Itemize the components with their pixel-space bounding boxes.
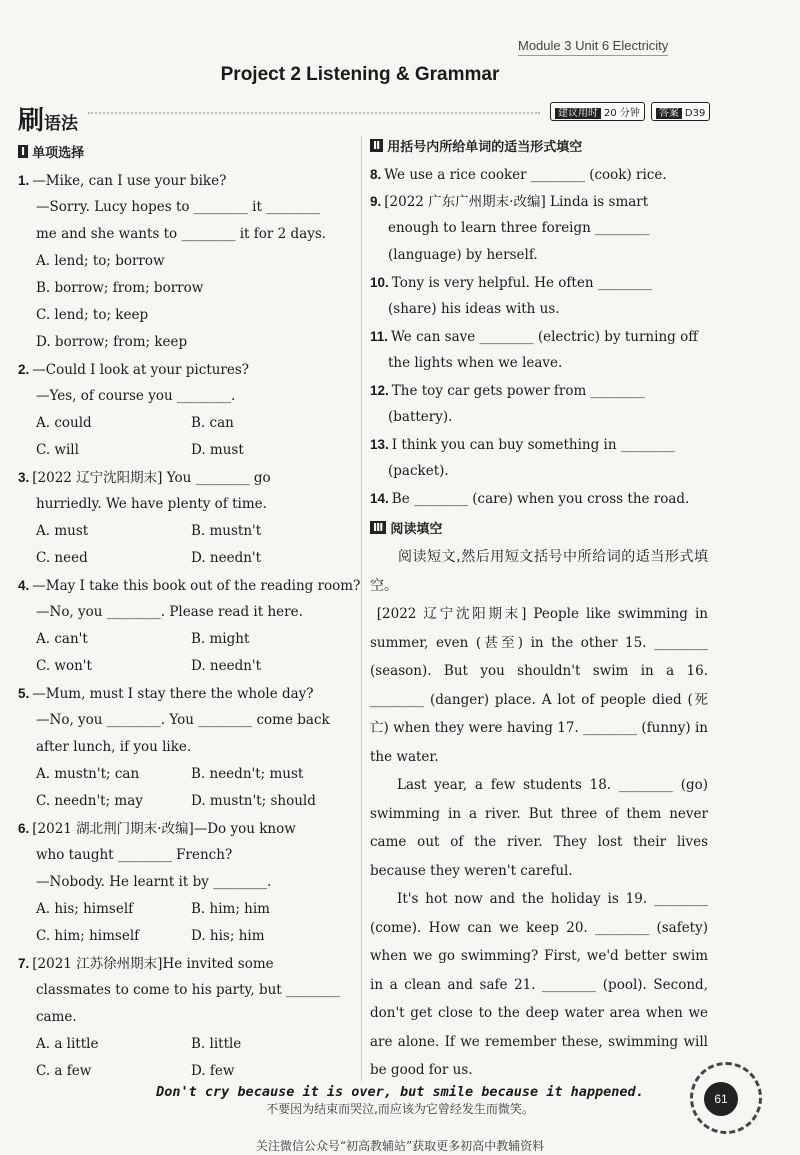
question-text: me and she wants to ________ it for 2 days.	[36, 226, 327, 242]
text-line	[18, 734, 358, 761]
question-line	[370, 431, 708, 458]
question-number: 1.	[18, 173, 30, 188]
question-text: Be ________ (care) when you cross the road.	[391, 491, 690, 507]
section-heading-3	[370, 518, 708, 537]
question-line	[370, 161, 708, 188]
question-text: C. lend; to; keep	[36, 307, 149, 323]
question-text: —No, you ________. You ________ come back	[36, 712, 330, 728]
option: A. his; himself	[36, 901, 134, 917]
text-line	[18, 1004, 358, 1031]
option: A. mustn't; can	[36, 766, 140, 782]
question-number: 6.	[18, 821, 30, 836]
text-line	[370, 350, 708, 377]
option-row	[18, 1031, 358, 1058]
question-text: who taught ________ French?	[36, 847, 233, 863]
footer	[0, 1084, 800, 1117]
question-line	[18, 167, 358, 194]
question-line	[18, 815, 358, 842]
option-row	[18, 788, 358, 815]
option: D. needn't	[191, 658, 262, 674]
question-text: [2021 湖北荆门期末·改编]—Do you know	[32, 821, 296, 837]
option: B. might	[191, 631, 250, 647]
question-line	[18, 950, 358, 977]
option-row	[18, 1058, 358, 1085]
option: B. needn't; must	[191, 766, 304, 782]
question-line	[18, 464, 358, 491]
question-line	[18, 572, 361, 599]
option: A. can't	[36, 631, 88, 647]
question-text: —Nobody. He learnt it by ________.	[36, 874, 272, 890]
column-divider	[361, 136, 362, 1081]
roman-numeral: Ⅱ	[370, 139, 383, 152]
text-line	[370, 458, 708, 485]
option-row	[18, 653, 358, 680]
question-line	[18, 680, 358, 707]
right-column	[370, 134, 708, 1085]
question-line	[370, 323, 708, 350]
question-text: hurriedly. We have plenty of time.	[36, 496, 267, 512]
question-number: 12.	[370, 383, 389, 398]
question-text: (language) by herself.	[388, 247, 538, 263]
option: B. him; him	[191, 901, 270, 917]
question-text: [2022 广东广州期末·改编] Linda is smart	[384, 194, 649, 210]
text-line	[370, 215, 708, 242]
answer-value: D39	[684, 108, 706, 119]
section-title: 用括号内所给单词的适当形式填空	[387, 140, 583, 155]
question-text: [2022 辽宁沈阳期末] You ________ go	[32, 470, 271, 486]
section-title: 阅读填空	[390, 522, 443, 537]
question-text: the lights when we leave.	[388, 355, 563, 371]
question-number: 13.	[370, 437, 389, 452]
question-text: (share) his ideas with us.	[388, 301, 560, 317]
question-list	[18, 167, 361, 1085]
option: A. could	[36, 415, 92, 431]
question-text: (packet).	[388, 463, 449, 479]
time-label: 建议用时	[555, 108, 601, 119]
question-number: 14.	[370, 491, 389, 506]
time-value: 20 分钟	[604, 108, 640, 119]
text-line	[18, 275, 358, 302]
text-line	[18, 329, 358, 356]
text-line	[18, 842, 358, 869]
question-line	[370, 269, 708, 296]
question-text: D. borrow; from; keep	[36, 334, 188, 350]
option: D. few	[191, 1063, 235, 1079]
option: B. can	[191, 415, 234, 431]
paragraph: Last year, a few students 18. ________ (go) swimming in a river. But three of them never came out of the river. They lost their lives because they weren't careful.	[370, 777, 708, 879]
question-text: after lunch, if you like.	[36, 739, 192, 755]
bottom-note: 关注微信公众号“初高教辅站”获取更多初高中教辅资料	[255, 1139, 545, 1153]
option-row	[18, 896, 358, 923]
question-line	[18, 356, 358, 383]
question-text: —Yes, of course you ________.	[36, 388, 236, 404]
option: B. little	[191, 1036, 242, 1052]
section-title: 单项选择	[32, 146, 85, 161]
question-number: 3.	[18, 470, 30, 485]
question-number: 4.	[18, 578, 30, 593]
question-text: Tony is very helpful. He often ________	[391, 275, 652, 291]
option-row	[18, 545, 358, 572]
text-line	[18, 977, 358, 1004]
text-line	[18, 599, 358, 626]
section-heading-2	[370, 136, 708, 155]
question-list	[370, 161, 708, 512]
question-text: —Mike, can I use your bike?	[32, 173, 227, 189]
question-text: came.	[36, 1009, 77, 1025]
paragraph: It's hot now and the holiday is 19. ________ (come). How can we keep 20. ________ (safety) when we go swimming? First, we'd better swim in a clean and safe 21. ________ (pool). Second, don't get close to the deep water area when we are alone. If we remember these, swimming will be good for us.	[370, 891, 708, 1078]
option-row	[18, 410, 358, 437]
text-line	[18, 707, 358, 734]
left-column	[18, 140, 361, 1085]
option: C. a few	[36, 1063, 92, 1079]
footer-quote-cn: 不要因为结束而哭泣,而应该为它曾经发生而微笑。	[266, 1102, 534, 1116]
option-row	[18, 518, 358, 545]
text-line	[18, 869, 358, 896]
question-text: We can save ________ (electric) by turning off	[391, 329, 698, 345]
answer-tag	[651, 102, 710, 121]
option: B. mustn't	[191, 523, 262, 539]
question-number: 11.	[370, 329, 389, 344]
option-row	[18, 626, 358, 653]
option-row	[18, 437, 358, 464]
question-text: —May I take this book out of the reading room?	[32, 578, 361, 594]
option: D. mustn't; should	[191, 793, 316, 809]
question-text: —No, you ________. Please read it here.	[36, 604, 303, 620]
option: C. won't	[36, 658, 92, 674]
footer-quote: Don't cry because it is over, but smile because it happened.	[156, 1084, 644, 1100]
text-line	[370, 242, 708, 269]
section-brand	[18, 100, 78, 137]
text-line	[370, 296, 708, 323]
text-line	[18, 194, 358, 221]
question-number: 5.	[18, 686, 30, 701]
text-line	[18, 383, 358, 410]
question-text: The toy car gets power from ________	[391, 383, 645, 399]
question-text: —Could I look at your pictures?	[32, 362, 250, 378]
page-title: Project 2 Listening & Grammar	[220, 64, 500, 85]
question-number: 9.	[370, 194, 382, 209]
breadcrumb: Module 3 Unit 6 Electricity	[518, 38, 668, 56]
option: C. needn't; may	[36, 793, 143, 809]
page-number: 61	[704, 1082, 738, 1116]
option: D. must	[191, 442, 244, 458]
option: C. him; himself	[36, 928, 140, 944]
section-heading-1	[18, 142, 358, 161]
option: C. will	[36, 442, 79, 458]
question-text: We use a rice cooker ________ (cook) rice.	[384, 167, 667, 183]
question-text: [2021 江苏徐州期末]He invited some	[32, 956, 274, 972]
question-text: —Sorry. Lucy hopes to ________ it ________	[36, 199, 321, 215]
text-line	[18, 248, 358, 275]
question-line	[370, 485, 708, 512]
option: A. must	[36, 523, 89, 539]
question-number: 8.	[370, 167, 382, 182]
question-line	[370, 377, 708, 404]
question-text: enough to learn three foreign ________	[388, 220, 650, 236]
question-text: B. borrow; from; borrow	[36, 280, 204, 296]
question-number: 10.	[370, 275, 389, 290]
answer-label: 答案	[656, 108, 682, 119]
brand-sub: 语法	[44, 114, 79, 134]
option: D. his; him	[191, 928, 265, 944]
time-tag	[550, 102, 645, 121]
reading-passage	[370, 543, 708, 1085]
question-text: (battery).	[388, 409, 453, 425]
text-line	[18, 302, 358, 329]
roman-numeral: Ⅰ	[18, 145, 28, 158]
question-text: classmates to come to his party, but ________	[36, 982, 340, 998]
brand-char: 刷	[18, 106, 45, 136]
question-text: A. lend; to; borrow	[36, 253, 165, 269]
tag-group	[550, 102, 710, 121]
text-line	[370, 404, 708, 431]
option-row	[18, 923, 358, 950]
text-line	[18, 491, 358, 518]
reading-instruction: 阅读短文,然后用短文括号中所给词的适当形式填空。	[370, 549, 708, 594]
question-text: I think you can buy something in ________	[391, 437, 675, 453]
option-row	[18, 761, 358, 788]
question-number: 7.	[18, 956, 30, 971]
text-line	[18, 221, 358, 248]
option: C. need	[36, 550, 88, 566]
roman-numeral: Ⅲ	[370, 521, 386, 534]
question-line	[370, 188, 708, 215]
question-number: 2.	[18, 362, 30, 377]
question-text: —Mum, must I stay there the whole day?	[32, 686, 314, 702]
paragraph: [2022 辽宁沈阳期末] People like swimming in summer, even (甚至) in the other 15. ________ (season). But you shouldn't swim in a 16. ________ (danger) place. A lot of people died (死亡) when they were having 17. ________ (funny) in the water.	[370, 606, 708, 765]
option: A. a little	[36, 1036, 99, 1052]
divider	[88, 112, 540, 114]
option: D. needn't	[191, 550, 262, 566]
